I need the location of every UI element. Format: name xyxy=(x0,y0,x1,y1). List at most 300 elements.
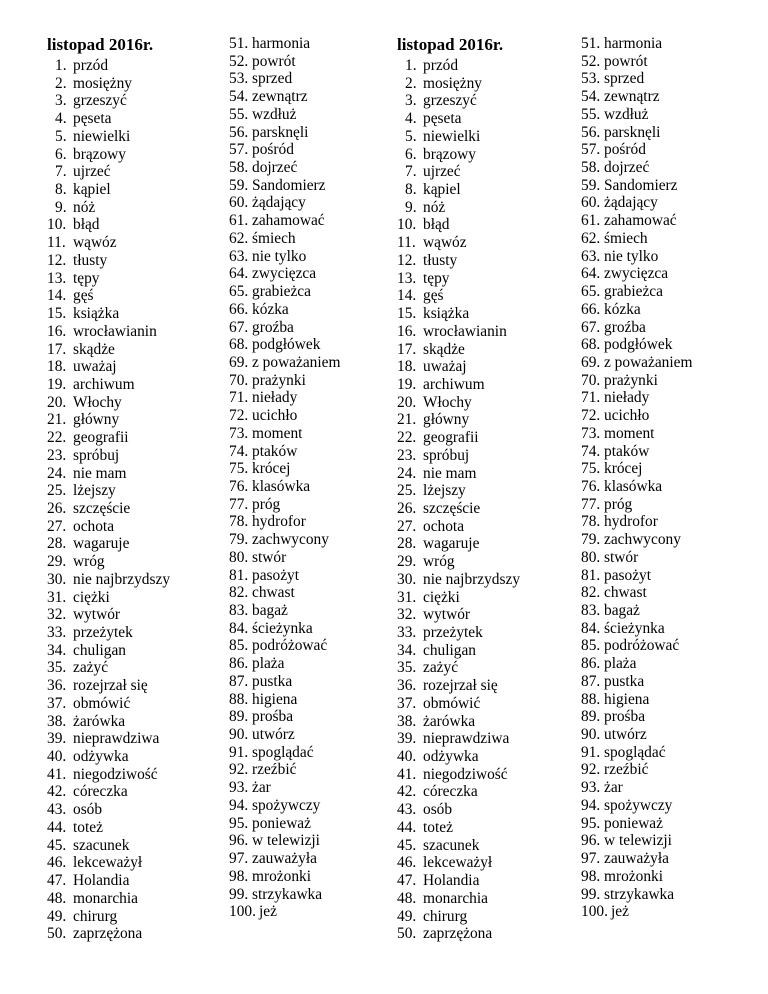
item-number: 60. xyxy=(229,194,249,212)
item-number: 53. xyxy=(581,70,601,88)
item-number: 92. xyxy=(581,761,601,779)
list-item xyxy=(47,801,170,819)
list-item xyxy=(397,819,520,837)
list-item xyxy=(47,925,170,943)
item-number: 26. xyxy=(397,499,417,517)
item-word: przód xyxy=(73,57,109,74)
list-item xyxy=(397,837,520,855)
item-number: 15. xyxy=(397,305,417,323)
item-word: Sandomierz xyxy=(604,176,678,194)
item-number: 63. xyxy=(229,247,249,265)
list-item xyxy=(229,159,340,177)
item-word: ucichło xyxy=(604,407,650,425)
item-number: 80. xyxy=(229,548,249,566)
list-item xyxy=(47,837,170,855)
item-word: strzykawka xyxy=(252,885,323,903)
item-number: 9. xyxy=(405,198,417,216)
item-number: 50. xyxy=(47,925,67,943)
item-word: spróbuj xyxy=(423,446,470,464)
list-item xyxy=(581,354,692,372)
item-word: kózka xyxy=(252,300,289,318)
item-number: 3. xyxy=(55,92,67,110)
item-word: utwórz xyxy=(252,726,295,744)
item-word: obmówić xyxy=(73,694,131,712)
list-item xyxy=(581,655,692,673)
item-word: Holandia xyxy=(73,872,130,890)
item-number: 74. xyxy=(229,442,249,460)
item-number: 46. xyxy=(47,854,67,872)
list-item xyxy=(47,110,170,128)
item-word: geografii xyxy=(73,429,129,447)
item-word: zachwycony xyxy=(252,531,329,549)
item-number: 38. xyxy=(397,712,417,730)
list-item xyxy=(581,832,692,850)
item-word: książka xyxy=(423,305,470,323)
item-word: błąd xyxy=(423,216,450,234)
list-item xyxy=(581,744,692,762)
list-item xyxy=(397,571,520,589)
item-word: wagaruje xyxy=(73,535,130,553)
item-word: wagaruje xyxy=(423,535,480,553)
list-item xyxy=(581,319,692,337)
item-number: 89. xyxy=(581,708,601,726)
item-number: 86. xyxy=(229,655,249,673)
item-word: gęś xyxy=(423,287,444,305)
item-word: nie tylko xyxy=(604,247,659,265)
item-word: bagaż xyxy=(604,602,640,619)
list-item xyxy=(397,783,520,801)
item-number: 94. xyxy=(229,796,249,814)
list-column-1 xyxy=(47,35,170,943)
item-number: 67. xyxy=(581,318,601,336)
item-word: pęseta xyxy=(73,110,112,128)
item-number: 54. xyxy=(229,88,249,106)
list-column-4 xyxy=(581,35,692,921)
list-item xyxy=(397,553,520,571)
list-item xyxy=(47,305,170,323)
list-item xyxy=(47,92,170,110)
item-number: 53. xyxy=(229,70,249,88)
list-item xyxy=(47,341,170,359)
list-item xyxy=(397,411,520,429)
list-item xyxy=(581,673,692,691)
list-item xyxy=(229,868,340,886)
list-item xyxy=(581,70,692,88)
list-item xyxy=(229,655,340,673)
list-item xyxy=(229,886,340,904)
item-word: harmonia xyxy=(252,35,311,52)
list-item xyxy=(47,571,170,589)
list-item xyxy=(581,886,692,904)
item-word: niełady xyxy=(604,389,650,407)
item-word: mrożonki xyxy=(604,867,663,885)
item-word: odżywka xyxy=(73,748,129,766)
item-word: powrót xyxy=(252,52,296,70)
item-number: 4. xyxy=(55,110,67,128)
list-item xyxy=(229,372,340,390)
list-item xyxy=(229,531,340,549)
item-number: 57. xyxy=(581,141,601,159)
list-item xyxy=(397,748,520,766)
item-number: 85. xyxy=(229,637,249,655)
item-word: gęś xyxy=(73,287,94,305)
list-item xyxy=(229,354,340,372)
item-word: spożywczy xyxy=(252,796,321,814)
item-number: 10. xyxy=(47,216,67,234)
list-item xyxy=(397,642,520,660)
item-number: 12. xyxy=(47,251,67,269)
list-item xyxy=(229,212,340,230)
list-item xyxy=(397,659,520,677)
item-number: 10. xyxy=(397,216,417,234)
item-word: wąwóz xyxy=(73,234,117,252)
item-word: klasówka xyxy=(252,477,311,495)
list-item xyxy=(47,447,170,465)
item-word: uważaj xyxy=(73,358,117,376)
item-word: tępy xyxy=(73,269,100,287)
list-item xyxy=(229,425,340,443)
list-item xyxy=(229,602,340,620)
list-item xyxy=(581,230,692,248)
item-word: tłusty xyxy=(423,251,458,269)
item-number: 89. xyxy=(229,708,249,726)
list-item xyxy=(581,88,692,106)
item-word: geografii xyxy=(423,429,479,447)
item-number: 23. xyxy=(397,446,417,464)
item-word: harmonia xyxy=(604,35,663,52)
item-number: 12. xyxy=(397,251,417,269)
item-word: klasówka xyxy=(604,477,663,495)
item-number: 97. xyxy=(581,850,601,868)
item-number: 88. xyxy=(581,690,601,708)
item-word: monarchia xyxy=(73,889,138,907)
item-number: 93. xyxy=(229,779,249,797)
list-item xyxy=(47,394,170,412)
item-number: 5. xyxy=(55,127,67,145)
item-number: 9. xyxy=(55,198,67,216)
item-number: 100. xyxy=(581,903,608,921)
item-word: prażynki xyxy=(604,371,658,389)
list-item xyxy=(397,323,520,341)
list-item xyxy=(397,854,520,872)
item-word: dojrzeć xyxy=(604,159,650,177)
item-number: 33. xyxy=(47,624,67,641)
list-item xyxy=(47,57,170,75)
item-number: 58. xyxy=(581,159,601,177)
item-number: 7. xyxy=(55,163,67,181)
item-number: 39. xyxy=(397,730,417,748)
item-word: strzykawka xyxy=(604,885,675,903)
item-word: pasożyt xyxy=(252,566,300,584)
item-word: bagaż xyxy=(252,602,288,619)
item-word: podróżować xyxy=(604,637,680,655)
item-number: 71. xyxy=(229,389,249,407)
item-number: 35. xyxy=(397,659,417,677)
list-item xyxy=(47,146,170,164)
item-number: 36. xyxy=(47,677,67,695)
list-item xyxy=(581,212,692,230)
list-item xyxy=(581,797,692,815)
list-item xyxy=(397,358,520,376)
item-number: 21. xyxy=(397,411,417,429)
item-number: 76. xyxy=(581,477,601,495)
item-number: 48. xyxy=(397,889,417,907)
item-word: pęseta xyxy=(423,110,462,128)
item-number: 70. xyxy=(581,371,601,389)
item-word: dojrzeć xyxy=(252,159,298,177)
list-item xyxy=(47,411,170,429)
item-word: przeżytek xyxy=(73,624,133,641)
item-number: 84. xyxy=(229,619,249,637)
list-item xyxy=(397,695,520,713)
list-item xyxy=(229,70,340,88)
item-word: przeżytek xyxy=(423,624,483,641)
list-item xyxy=(581,815,692,833)
item-word: żarówka xyxy=(423,712,476,730)
item-number: 28. xyxy=(47,535,67,553)
list-item xyxy=(47,270,170,288)
item-word: szczęście xyxy=(423,499,481,517)
item-word: stwór xyxy=(252,548,287,566)
item-number: 25. xyxy=(397,482,417,500)
item-word: główny xyxy=(73,411,120,429)
list-item xyxy=(581,336,692,354)
list-item xyxy=(397,57,520,75)
list-item xyxy=(581,602,692,620)
item-number: 81. xyxy=(581,566,601,584)
item-number: 83. xyxy=(229,602,249,619)
item-number: 47. xyxy=(397,872,417,890)
item-number: 37. xyxy=(397,694,417,712)
list-item xyxy=(397,890,520,908)
list-item xyxy=(229,673,340,691)
item-number: 99. xyxy=(581,885,601,903)
item-word: w telewizji xyxy=(252,832,320,850)
list-item xyxy=(397,216,520,234)
item-word: grabieżca xyxy=(604,283,663,301)
list-item xyxy=(47,376,170,394)
item-number: 86. xyxy=(581,655,601,673)
item-word: szacunek xyxy=(423,836,480,854)
list-item xyxy=(229,584,340,602)
item-number: 96. xyxy=(229,832,249,850)
item-number: 95. xyxy=(581,814,601,832)
item-number: 18. xyxy=(397,358,417,376)
list-item xyxy=(581,761,692,779)
list-item xyxy=(47,234,170,252)
list-item xyxy=(397,341,520,359)
item-number: 91. xyxy=(581,743,601,761)
item-number: 55. xyxy=(581,105,601,123)
list-item xyxy=(47,429,170,447)
item-number: 32. xyxy=(47,606,67,624)
item-word: jeż xyxy=(611,903,629,921)
item-word: zauważyła xyxy=(604,850,669,868)
item-number: 34. xyxy=(47,641,67,659)
item-number: 78. xyxy=(229,513,249,531)
item-number: 13. xyxy=(397,269,417,287)
list-item xyxy=(581,779,692,797)
list-item xyxy=(47,252,170,270)
list-item xyxy=(229,106,340,124)
item-word: prośba xyxy=(252,708,294,726)
item-number: 16. xyxy=(47,322,67,340)
list-title-copy: listopad 2016r. xyxy=(397,35,504,54)
item-word: Włochy xyxy=(423,393,472,411)
list-item xyxy=(581,248,692,266)
list-item xyxy=(581,531,692,549)
list-item xyxy=(581,460,692,478)
item-number: 66. xyxy=(581,300,601,318)
item-number: 31. xyxy=(397,588,417,606)
list-item xyxy=(581,903,692,921)
item-number: 8. xyxy=(55,181,67,199)
item-number: 30. xyxy=(47,570,67,588)
item-word: książka xyxy=(73,305,120,323)
item-number: 29. xyxy=(47,553,67,571)
item-word: lekceważył xyxy=(423,854,493,872)
item-number: 92. xyxy=(229,761,249,779)
item-word: podróżować xyxy=(252,637,328,655)
list-item xyxy=(229,903,340,921)
list-item xyxy=(229,265,340,283)
list-item xyxy=(581,35,692,53)
list-item xyxy=(229,850,340,868)
item-number: 11. xyxy=(397,234,416,252)
list-item xyxy=(397,518,520,536)
item-word: nieprawdziwa xyxy=(73,730,160,748)
item-number: 20. xyxy=(397,393,417,411)
item-word: higiena xyxy=(604,690,650,708)
item-number: 24. xyxy=(47,464,67,482)
item-word: zahamować xyxy=(604,212,677,230)
item-number: 25. xyxy=(47,482,67,500)
item-number: 48. xyxy=(47,889,67,907)
item-word: pośród xyxy=(604,141,646,159)
item-number: 77. xyxy=(581,495,601,513)
item-word: wzdłuż xyxy=(604,105,649,123)
item-number: 49. xyxy=(397,907,417,925)
item-word: żądający xyxy=(604,194,658,212)
item-word: wąwóz xyxy=(423,234,467,252)
item-number: 97. xyxy=(229,850,249,868)
item-number: 93. xyxy=(581,779,601,797)
item-number: 23. xyxy=(47,446,67,464)
item-word: ptaków xyxy=(252,442,298,460)
item-number: 49. xyxy=(47,907,67,925)
item-word: nie najbrzydszy xyxy=(423,570,521,588)
item-word: grzeszyć xyxy=(73,92,127,110)
list-item xyxy=(229,637,340,655)
item-word: mosiężny xyxy=(73,74,132,92)
list-item xyxy=(581,124,692,142)
list-item xyxy=(229,248,340,266)
item-number: 64. xyxy=(581,265,601,283)
item-word: śmiech xyxy=(252,229,296,247)
item-word: zauważyła xyxy=(252,850,317,868)
list-item xyxy=(229,35,340,53)
list-item xyxy=(581,407,692,425)
item-number: 62. xyxy=(229,229,249,247)
item-word: z poważaniem xyxy=(604,353,693,371)
list-item xyxy=(229,691,340,709)
item-word: chuligan xyxy=(423,641,476,659)
item-word: pasożyt xyxy=(604,566,652,584)
list-item xyxy=(581,53,692,71)
list-item xyxy=(229,443,340,461)
item-number: 73. xyxy=(229,424,249,442)
list-item xyxy=(397,872,520,890)
item-word: utwórz xyxy=(604,726,647,744)
item-word: Holandia xyxy=(423,872,480,890)
item-word: archiwum xyxy=(73,375,135,393)
item-word: moment xyxy=(604,424,655,442)
item-word: moment xyxy=(252,424,303,442)
item-word: lżejszy xyxy=(73,482,116,500)
item-word: jeż xyxy=(259,903,277,921)
item-word: przód xyxy=(423,57,459,74)
item-number: 22. xyxy=(47,429,67,447)
item-word: żądający xyxy=(252,194,306,212)
item-number: 61. xyxy=(229,212,249,230)
item-word: wrocławianin xyxy=(73,322,157,340)
item-word: żar xyxy=(252,779,271,797)
list-column-2 xyxy=(229,35,340,921)
list-item xyxy=(229,620,340,638)
list-item xyxy=(581,389,692,407)
item-word: zwycięzca xyxy=(252,265,317,283)
item-number: 100. xyxy=(229,903,256,921)
item-number: 47. xyxy=(47,872,67,890)
item-number: 87. xyxy=(581,672,601,690)
item-number: 84. xyxy=(581,619,601,637)
item-number: 56. xyxy=(229,123,249,141)
item-number: 95. xyxy=(229,814,249,832)
item-number: 24. xyxy=(397,464,417,482)
list-item xyxy=(397,482,520,500)
item-number: 45. xyxy=(47,836,67,854)
item-number: 73. xyxy=(581,424,601,442)
item-number: 20. xyxy=(47,393,67,411)
item-word: błąd xyxy=(73,216,100,234)
item-word: kąpiel xyxy=(423,181,461,199)
item-word: spróbuj xyxy=(73,446,120,464)
item-word: żarówka xyxy=(73,712,126,730)
item-number: 85. xyxy=(581,637,601,655)
item-number: 33. xyxy=(397,624,417,641)
item-number: 56. xyxy=(581,123,601,141)
list-item xyxy=(47,465,170,483)
item-number: 98. xyxy=(229,867,249,885)
item-number: 4. xyxy=(405,110,417,128)
list-item xyxy=(47,553,170,571)
item-number: 69. xyxy=(581,353,601,371)
list-item xyxy=(397,128,520,146)
list-item xyxy=(47,500,170,518)
item-number: 42. xyxy=(47,783,67,801)
item-word: osób xyxy=(73,801,103,819)
item-word: Sandomierz xyxy=(252,176,326,194)
item-word: rozejrzał się xyxy=(73,677,148,695)
list-item xyxy=(229,832,340,850)
item-word: groźba xyxy=(604,318,646,336)
item-word: skądże xyxy=(423,340,465,358)
item-number: 98. xyxy=(581,867,601,885)
item-number: 17. xyxy=(397,340,417,358)
item-number: 66. xyxy=(229,300,249,318)
list-item xyxy=(229,283,340,301)
list-item xyxy=(397,925,520,943)
